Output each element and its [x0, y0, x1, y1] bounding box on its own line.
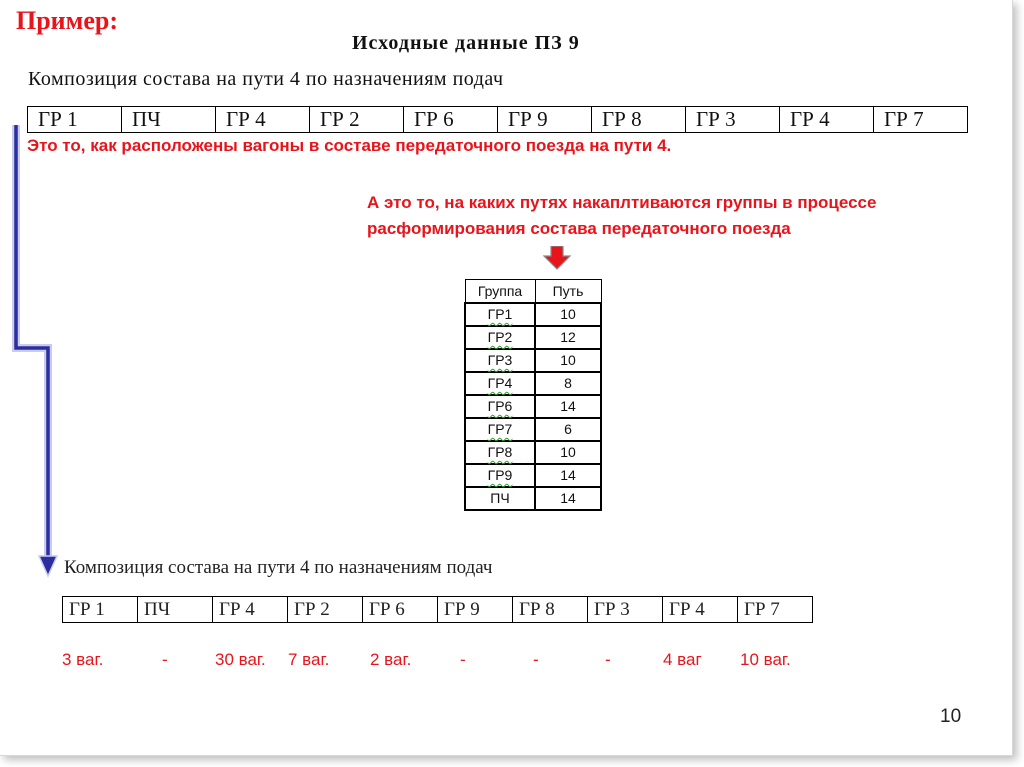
composition-cell: ГР 8	[513, 597, 588, 623]
composition-cell: ГР 7	[874, 107, 968, 133]
track-cell: 10	[535, 303, 601, 326]
group-cell: ГР6	[465, 395, 535, 418]
down-arrow-icon	[543, 246, 571, 270]
group-cell: ГР8	[465, 441, 535, 464]
composition-cell: ГР 3	[686, 107, 780, 133]
example-label: Пример:	[16, 6, 119, 35]
composition-title-bottom: Композиция состава на пути 4 по назначениям подач	[64, 557, 493, 578]
track-cell: 6	[535, 418, 601, 441]
composition-cell: ГР 6	[404, 107, 498, 133]
note-composition: Это то, как расположены вагоны в составе передаточного поезда на пути 4.	[27, 136, 672, 155]
composition-cell: ГР 9	[498, 107, 592, 133]
table-row	[465, 349, 601, 372]
group-cell: ГР3	[465, 349, 535, 372]
wagon-count: 10 ваг.	[740, 650, 791, 669]
wagon-count: 3 ваг.	[62, 650, 104, 669]
composition-cell: ГР 9	[438, 597, 513, 623]
composition-cell: ГР 7	[738, 597, 813, 623]
table-row	[465, 464, 601, 487]
table-row	[465, 487, 601, 510]
table-row	[465, 441, 601, 464]
group-cell: ГР4	[465, 372, 535, 395]
composition-cell: ПЧ	[122, 107, 216, 133]
group-track-table	[464, 279, 602, 511]
table-row	[465, 395, 601, 418]
composition-cell: ГР 3	[588, 597, 663, 623]
composition-cell: ГР 2	[288, 597, 363, 623]
note-tracks: А это то, на каких путях накаплтиваются группы в процессе расформирования состава передаточного поезда	[367, 193, 877, 238]
composition-cell: ГР 4	[216, 107, 310, 133]
wagon-count: -	[162, 650, 168, 669]
page-number: 10	[940, 706, 962, 727]
composition-cell: ГР 1	[63, 597, 138, 623]
track-cell: 14	[535, 395, 601, 418]
group-cell: ПЧ	[465, 487, 535, 510]
composition-table-bottom	[62, 596, 813, 623]
group-cell: ГР7	[465, 418, 535, 441]
composition-cell: ГР 2	[310, 107, 404, 133]
slide-title: Исходные данные ПЗ 9	[352, 32, 580, 54]
track-cell: 14	[535, 464, 601, 487]
track-cell: 12	[535, 326, 601, 349]
group-cell: ГР1	[465, 303, 535, 326]
composition-cell: ГР 4	[213, 597, 288, 623]
table-row	[465, 303, 601, 326]
track-cell: 8	[535, 372, 601, 395]
track-cell: 10	[535, 441, 601, 464]
table-header: Группа	[465, 280, 535, 303]
composition-cell: ГР 6	[363, 597, 438, 623]
composition-cell: ПЧ	[138, 597, 213, 623]
flow-arrow-icon	[8, 120, 68, 580]
wagon-count: -	[460, 650, 466, 669]
wagon-count: 2 ваг.	[370, 650, 412, 669]
wagon-counts	[62, 650, 822, 674]
composition-cell: ГР 4	[780, 107, 874, 133]
composition-cell: ГР 4	[663, 597, 738, 623]
composition-cell: ГР 8	[592, 107, 686, 133]
table-row	[465, 326, 601, 349]
wagon-count: 30 ваг.	[215, 650, 266, 669]
composition-title-top: Композиция состава на пути 4 по назначениям подач	[28, 68, 504, 90]
group-cell: ГР2	[465, 326, 535, 349]
group-cell: ГР9	[465, 464, 535, 487]
composition-cell: ГР 1	[28, 107, 122, 133]
track-cell: 10	[535, 349, 601, 372]
wagon-count: -	[533, 650, 539, 669]
table-row	[465, 418, 601, 441]
composition-table-top	[27, 106, 968, 133]
wagon-count: 4 ваг	[663, 650, 702, 669]
wagon-count: -	[605, 650, 611, 669]
table-header: Путь	[535, 280, 601, 303]
track-cell: 14	[535, 487, 601, 510]
table-row	[465, 372, 601, 395]
wagon-count: 7 ваг.	[288, 650, 330, 669]
